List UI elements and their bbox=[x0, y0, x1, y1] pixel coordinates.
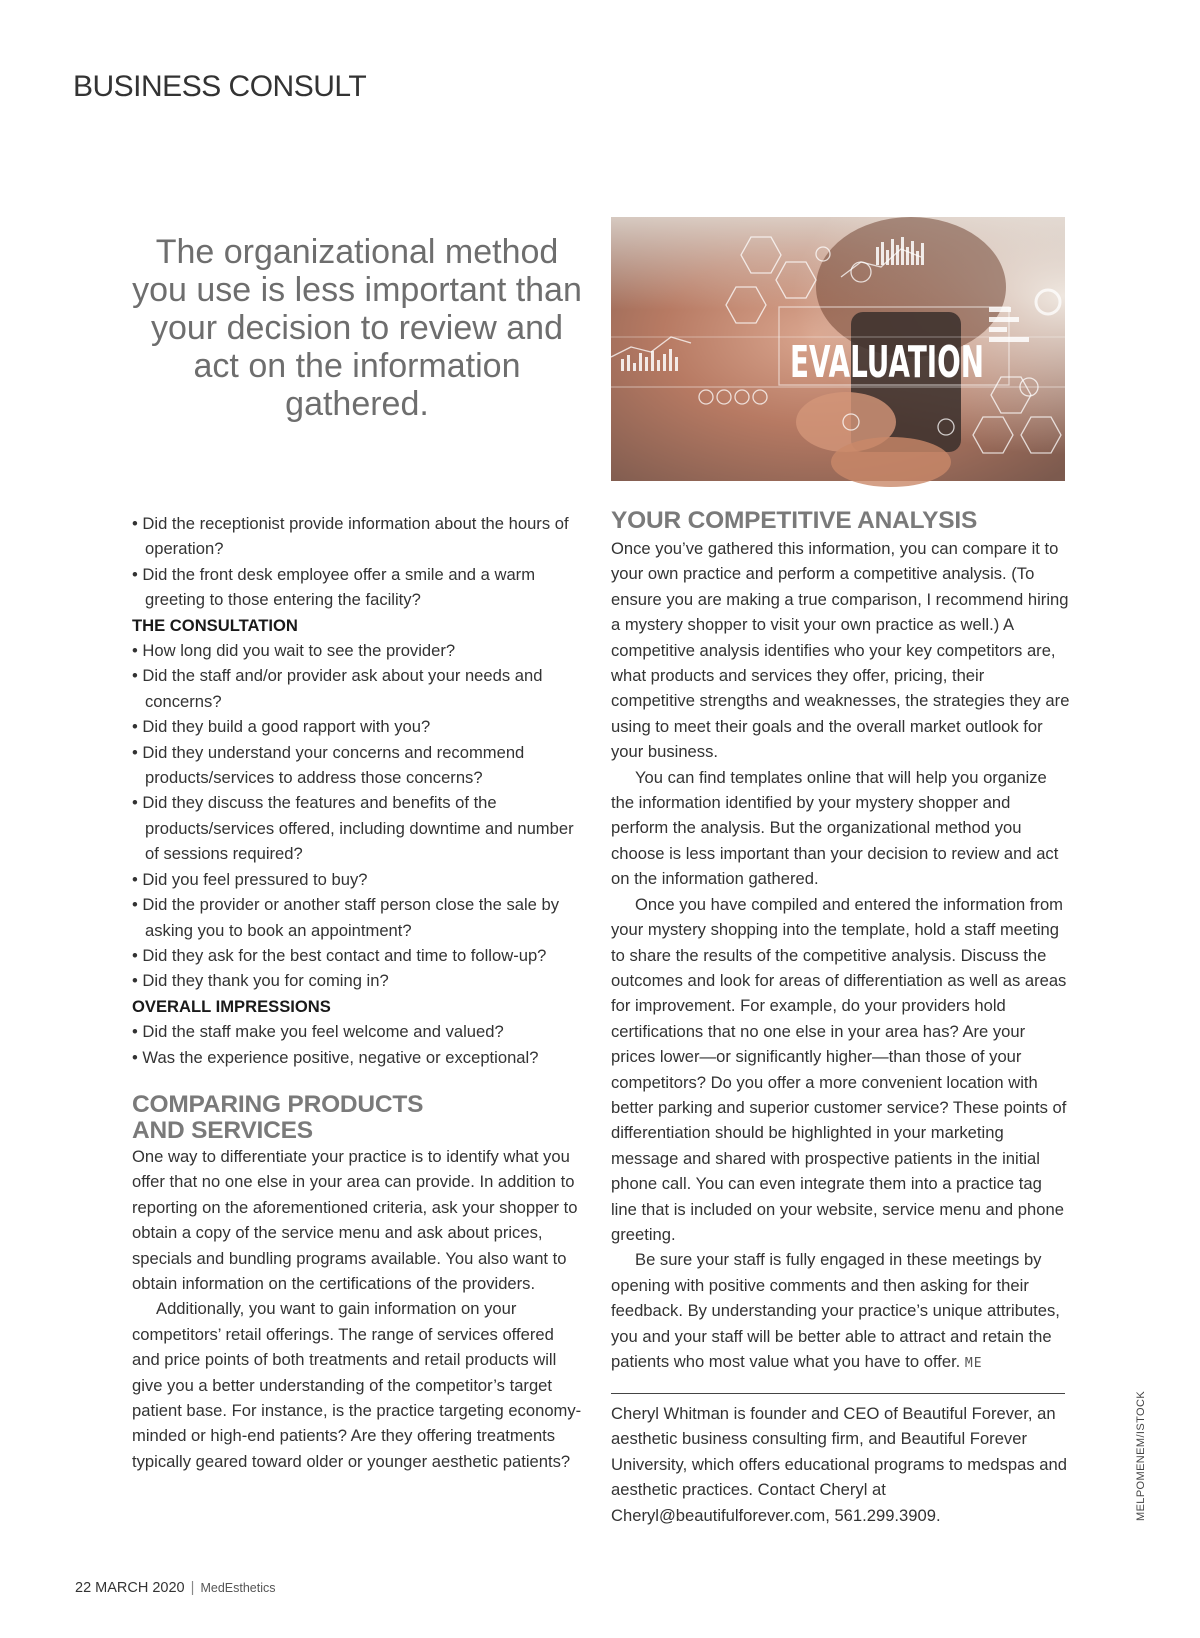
bio-divider bbox=[611, 1393, 1065, 1394]
magazine-name: MedEsthetics bbox=[200, 1581, 276, 1595]
left-column bbox=[132, 511, 584, 1474]
subhead-consultation: THE CONSULTATION bbox=[132, 615, 298, 635]
competitive-analysis-heading: YOUR COMPETITIVE ANALYSIS bbox=[611, 507, 978, 534]
list-item: • Did the receptionist provide information about the hours of operation? bbox=[132, 514, 569, 559]
page-footer bbox=[75, 1580, 276, 1596]
list-item: • Did they ask for the best contact and time to follow-up? bbox=[132, 945, 547, 965]
list-item: • Did the provider or another staff person close the sale by asking you to book an appointment? bbox=[132, 895, 560, 940]
author-bio: Cheryl Whitman is founder and CEO of Beautiful Forever, an aesthetic business consulting firm, and Beautiful Forever University, which offers educational programs to medspas and aesthetic practices. Contact Cheryl at Cheryl@beautifulforever.com, 561.299.3909. bbox=[611, 1404, 1067, 1525]
subhead-overall-impressions: OVERALL IMPRESSIONS bbox=[132, 996, 331, 1016]
section-label: BUSINESS CONSULT bbox=[73, 70, 367, 103]
closing-text: Be sure your staff is fully engaged in these meetings by opening with positive comments and then asking for their feedback. By understanding your practice’s unique attributes, you and your staff will be better able to attract and retain the patients who most value what you have to offer. bbox=[611, 1250, 1060, 1371]
issue-date: MARCH 2020 bbox=[95, 1580, 185, 1596]
body-paragraph bbox=[611, 1247, 1071, 1376]
evaluation-photo bbox=[611, 217, 1065, 481]
pull-quote: The organizational method you use is less important than your decision to review and act on the information gathered. bbox=[132, 233, 582, 423]
list-item: • How long did you wait to see the provider? bbox=[132, 641, 456, 661]
list-item: • Did the front desk employee offer a smile and a warm greeting to those entering the facility? bbox=[132, 564, 536, 610]
evaluation-overlay-text: EVALUATION bbox=[790, 337, 984, 388]
list-item: • Did they discuss the features and benefits of the products/services offered, including downtime and number of sessions required? bbox=[132, 793, 574, 864]
list-item: • Did the staff and/or provider ask about your needs and concerns? bbox=[132, 666, 543, 711]
list-item: • Was the experience positive, negative or exceptional? bbox=[132, 1047, 539, 1067]
body-paragraph: You can find templates online that will help you organize the information identified by your mystery shopper and perform the analysis. But the organizational method you choose is less important than your decision to review and act on the information gathered. bbox=[611, 767, 1059, 889]
comparing-heading-line2: AND SERVICES bbox=[132, 1116, 313, 1144]
body-paragraph: Once you’ve gathered this information, you can compare it to your own practice and perform a competitive analysis. (To ensure you are making a true comparison, I recommend hiring a mystery shopper to visit your own practice as well.) A competitive analysis identifies who your key competitors are, what products and services they offer, pricing, their competitive strengths and weaknesses, the strategies they are using to meet their goals and the overall market outlook for your business. bbox=[611, 539, 1070, 762]
end-mark: ME bbox=[964, 1356, 983, 1371]
list-item: • Did they build a good rapport with you? bbox=[132, 717, 431, 737]
list-item: • Did the staff make you feel welcome and valued? bbox=[132, 1022, 504, 1042]
body-paragraph: Once you have compiled and entered the information from your mystery shopping into the template, hold a staff meeting to share the results of the competitive analysis. Discuss the outcomes and look for areas of differentiation as well as areas for improvement. For example, do your providers hold certifications that no one else in your area has? Are your prices lower—or significantly higher—than those of your competitors? Do you offer a more convenient location with better parking and superior customer service? These points of differentiation should be highlighted in your marketing message and shared with prospective patients in the initial phone call. You can even integrate them into a practice tag line that is included on your website, service menu and phone greeting. bbox=[611, 894, 1067, 1244]
list-item: • Did you feel pressured to buy? bbox=[132, 869, 368, 889]
body-paragraph: Additionally, you want to gain information on your competitors’ retail offerings. The range of services offered and price points of both treatments and retail products will give you a better understanding of the competitor’s target patient base. For instance, is the practice targeting economy-minded or high-end patients? Are they offering treatments typically geared toward older or younger aesthetic patients? bbox=[132, 1299, 582, 1471]
page-number: 22 bbox=[75, 1580, 92, 1596]
footer-separator: | bbox=[190, 1580, 195, 1596]
body-paragraph: One way to differentiate your practice is to identify what you offer that no one else in your area can provide. In addition to reporting on the aforementioned criteria, ask your shopper to obtain a copy of the service menu and ask about prices, specials and bundling programs available. You also want to obtain information on the certifications of the providers. bbox=[132, 1146, 578, 1293]
photo-credit: MELPOMENEM/ISTOCK bbox=[1135, 1390, 1147, 1521]
list-item: • Did they thank you for coming in? bbox=[132, 971, 389, 991]
comparing-heading bbox=[132, 1092, 584, 1144]
comparing-heading-line1: COMPARING PRODUCTS bbox=[132, 1090, 424, 1118]
right-column bbox=[611, 508, 1071, 1376]
list-item: • Did they understand your concerns and recommend products/services to address those concerns? bbox=[132, 742, 525, 788]
